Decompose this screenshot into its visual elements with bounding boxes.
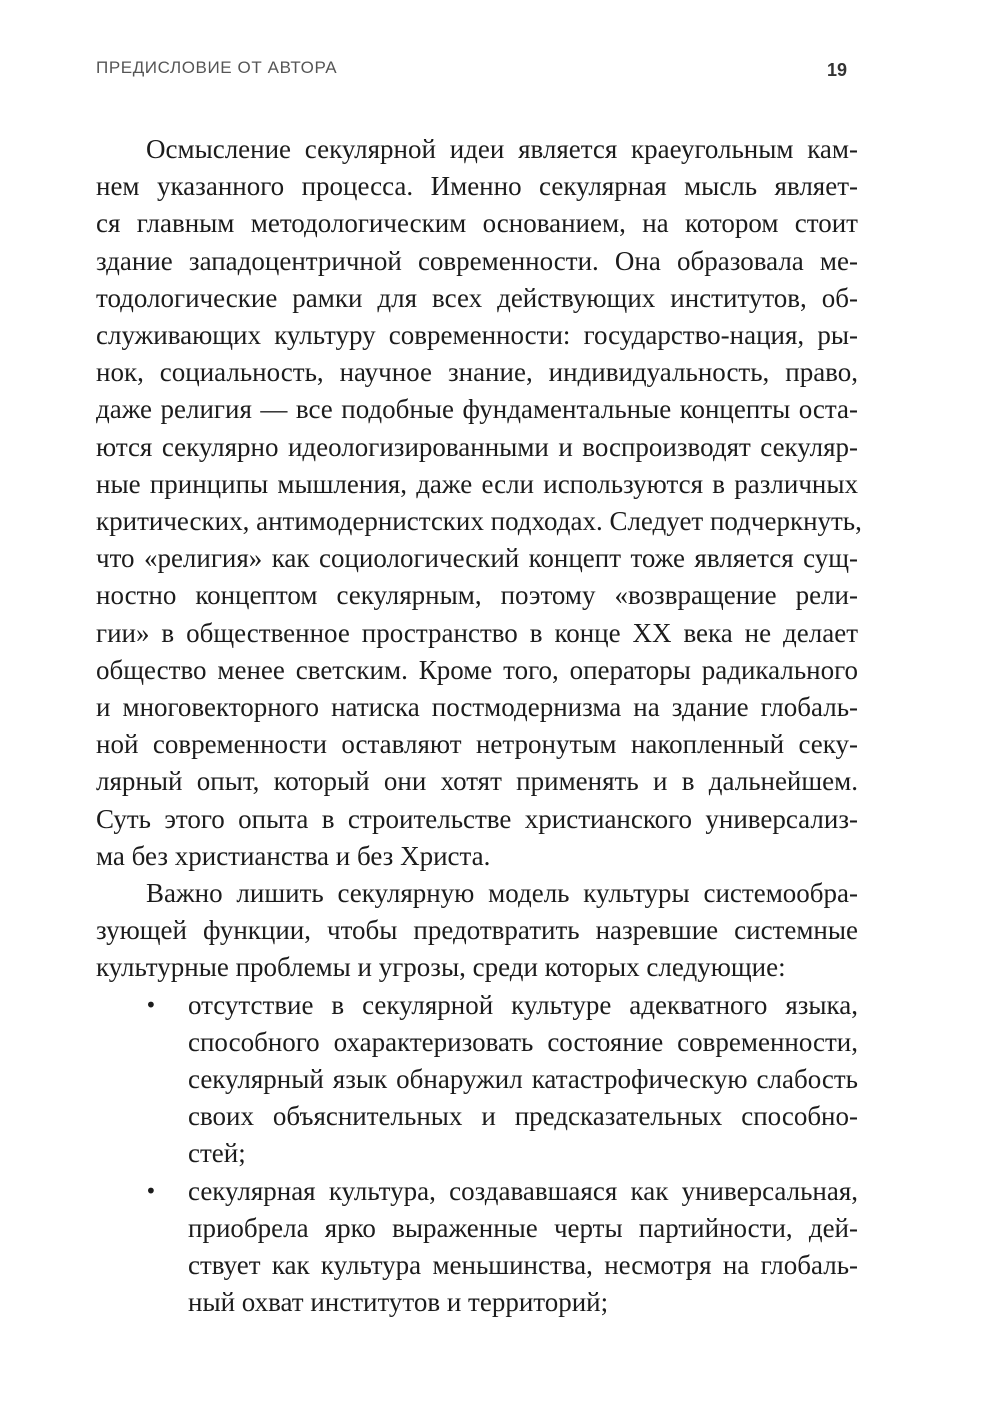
paragraph-2 bbox=[96, 875, 858, 987]
text-line: здание западоцентричной современности. Она образовала ме- bbox=[96, 245, 858, 276]
bullet-icon: • bbox=[145, 992, 157, 1017]
text-line: общество менее светским. Кроме того, операторы радикального bbox=[96, 654, 858, 685]
text-line: культурные проблемы и угрозы, среди которых следующие: bbox=[96, 952, 786, 983]
text-line: нок, социальность, научное знание, индивидуальность, право, bbox=[96, 357, 858, 388]
text-line: секулярный язык обнаружил катастрофическую слабость bbox=[188, 1064, 858, 1095]
body-text bbox=[96, 131, 862, 1322]
text-line: ные принципы мышления, даже если используются в различных bbox=[96, 468, 858, 499]
running-title: ПРЕДИСЛОВИЕ ОТ АВТОРА bbox=[96, 58, 338, 77]
paragraph-1 bbox=[96, 131, 862, 875]
text-line: Важно лишить секулярную модель культуры системообра- bbox=[146, 878, 858, 909]
text-line: секулярная культура, создававшаяся как универсальная, bbox=[188, 1175, 858, 1206]
bullet-icon: • bbox=[145, 1178, 157, 1203]
text-line: зующей функции, чтобы предотвратить назревшие системные bbox=[96, 915, 858, 946]
text-line: ются секулярно идеологизированными и воспроизводят секуляр- bbox=[96, 431, 858, 462]
bullet-item bbox=[96, 1173, 858, 1322]
text-line: ностно концептом секулярным, поэтому «возвращение рели- bbox=[96, 580, 858, 611]
text-line: ся главным методологическим основанием, на котором стоит bbox=[96, 208, 858, 239]
text-line: даже религия — все подобные фундаментальные концепты оста- bbox=[96, 394, 858, 425]
bullet-item bbox=[96, 987, 858, 1173]
page-number: 19 bbox=[827, 60, 848, 80]
text-line: ной современности оставляют нетронутым накопленный секу- bbox=[96, 729, 858, 760]
text-line: лярный опыт, который они хотят применять и в дальнейшем. bbox=[96, 766, 858, 797]
text-line: Суть этого опыта в строительстве христианского универсализ- bbox=[96, 803, 858, 834]
text-line: приобрела ярко выраженные черты партийности, дей- bbox=[188, 1212, 858, 1243]
text-line: отсутствие в секулярной культуре адекватного языка, bbox=[188, 989, 858, 1020]
text-line: служивающих культуру современности: государство-нация, ры- bbox=[96, 320, 858, 351]
text-line: и многовекторного натиска постмодернизма на здание глобаль- bbox=[96, 692, 858, 723]
text-line: Осмысление секулярной идеи является краеугольным кам- bbox=[146, 134, 858, 164]
text-line: тодологические рамки для всех действующих институтов, об- bbox=[96, 282, 858, 313]
text-line: нем указанного процесса. Именно секулярная мысль являет- bbox=[96, 171, 858, 202]
text-line: ма без христианства и без Христа. bbox=[96, 840, 491, 871]
bullet-list bbox=[96, 987, 858, 1322]
text-line: способного охарактеризовать состояние современности, bbox=[188, 1026, 858, 1057]
text-line: своих объяснительных и предсказательных способно- bbox=[188, 1101, 858, 1132]
text-line: стей; bbox=[188, 1138, 246, 1169]
text-line: что «религия» как социологический концепт тоже является сущ- bbox=[96, 543, 858, 574]
text-line: ствует как культура меньшинства, несмотря на глобаль- bbox=[188, 1250, 858, 1281]
text-line: ный охват институтов и территорий; bbox=[188, 1287, 609, 1318]
text-line: критических, антимодернистских подходах. Следует подчеркнуть, bbox=[96, 506, 862, 537]
text-line: гии» в общественное пространство в конце XX века не делает bbox=[96, 617, 858, 648]
